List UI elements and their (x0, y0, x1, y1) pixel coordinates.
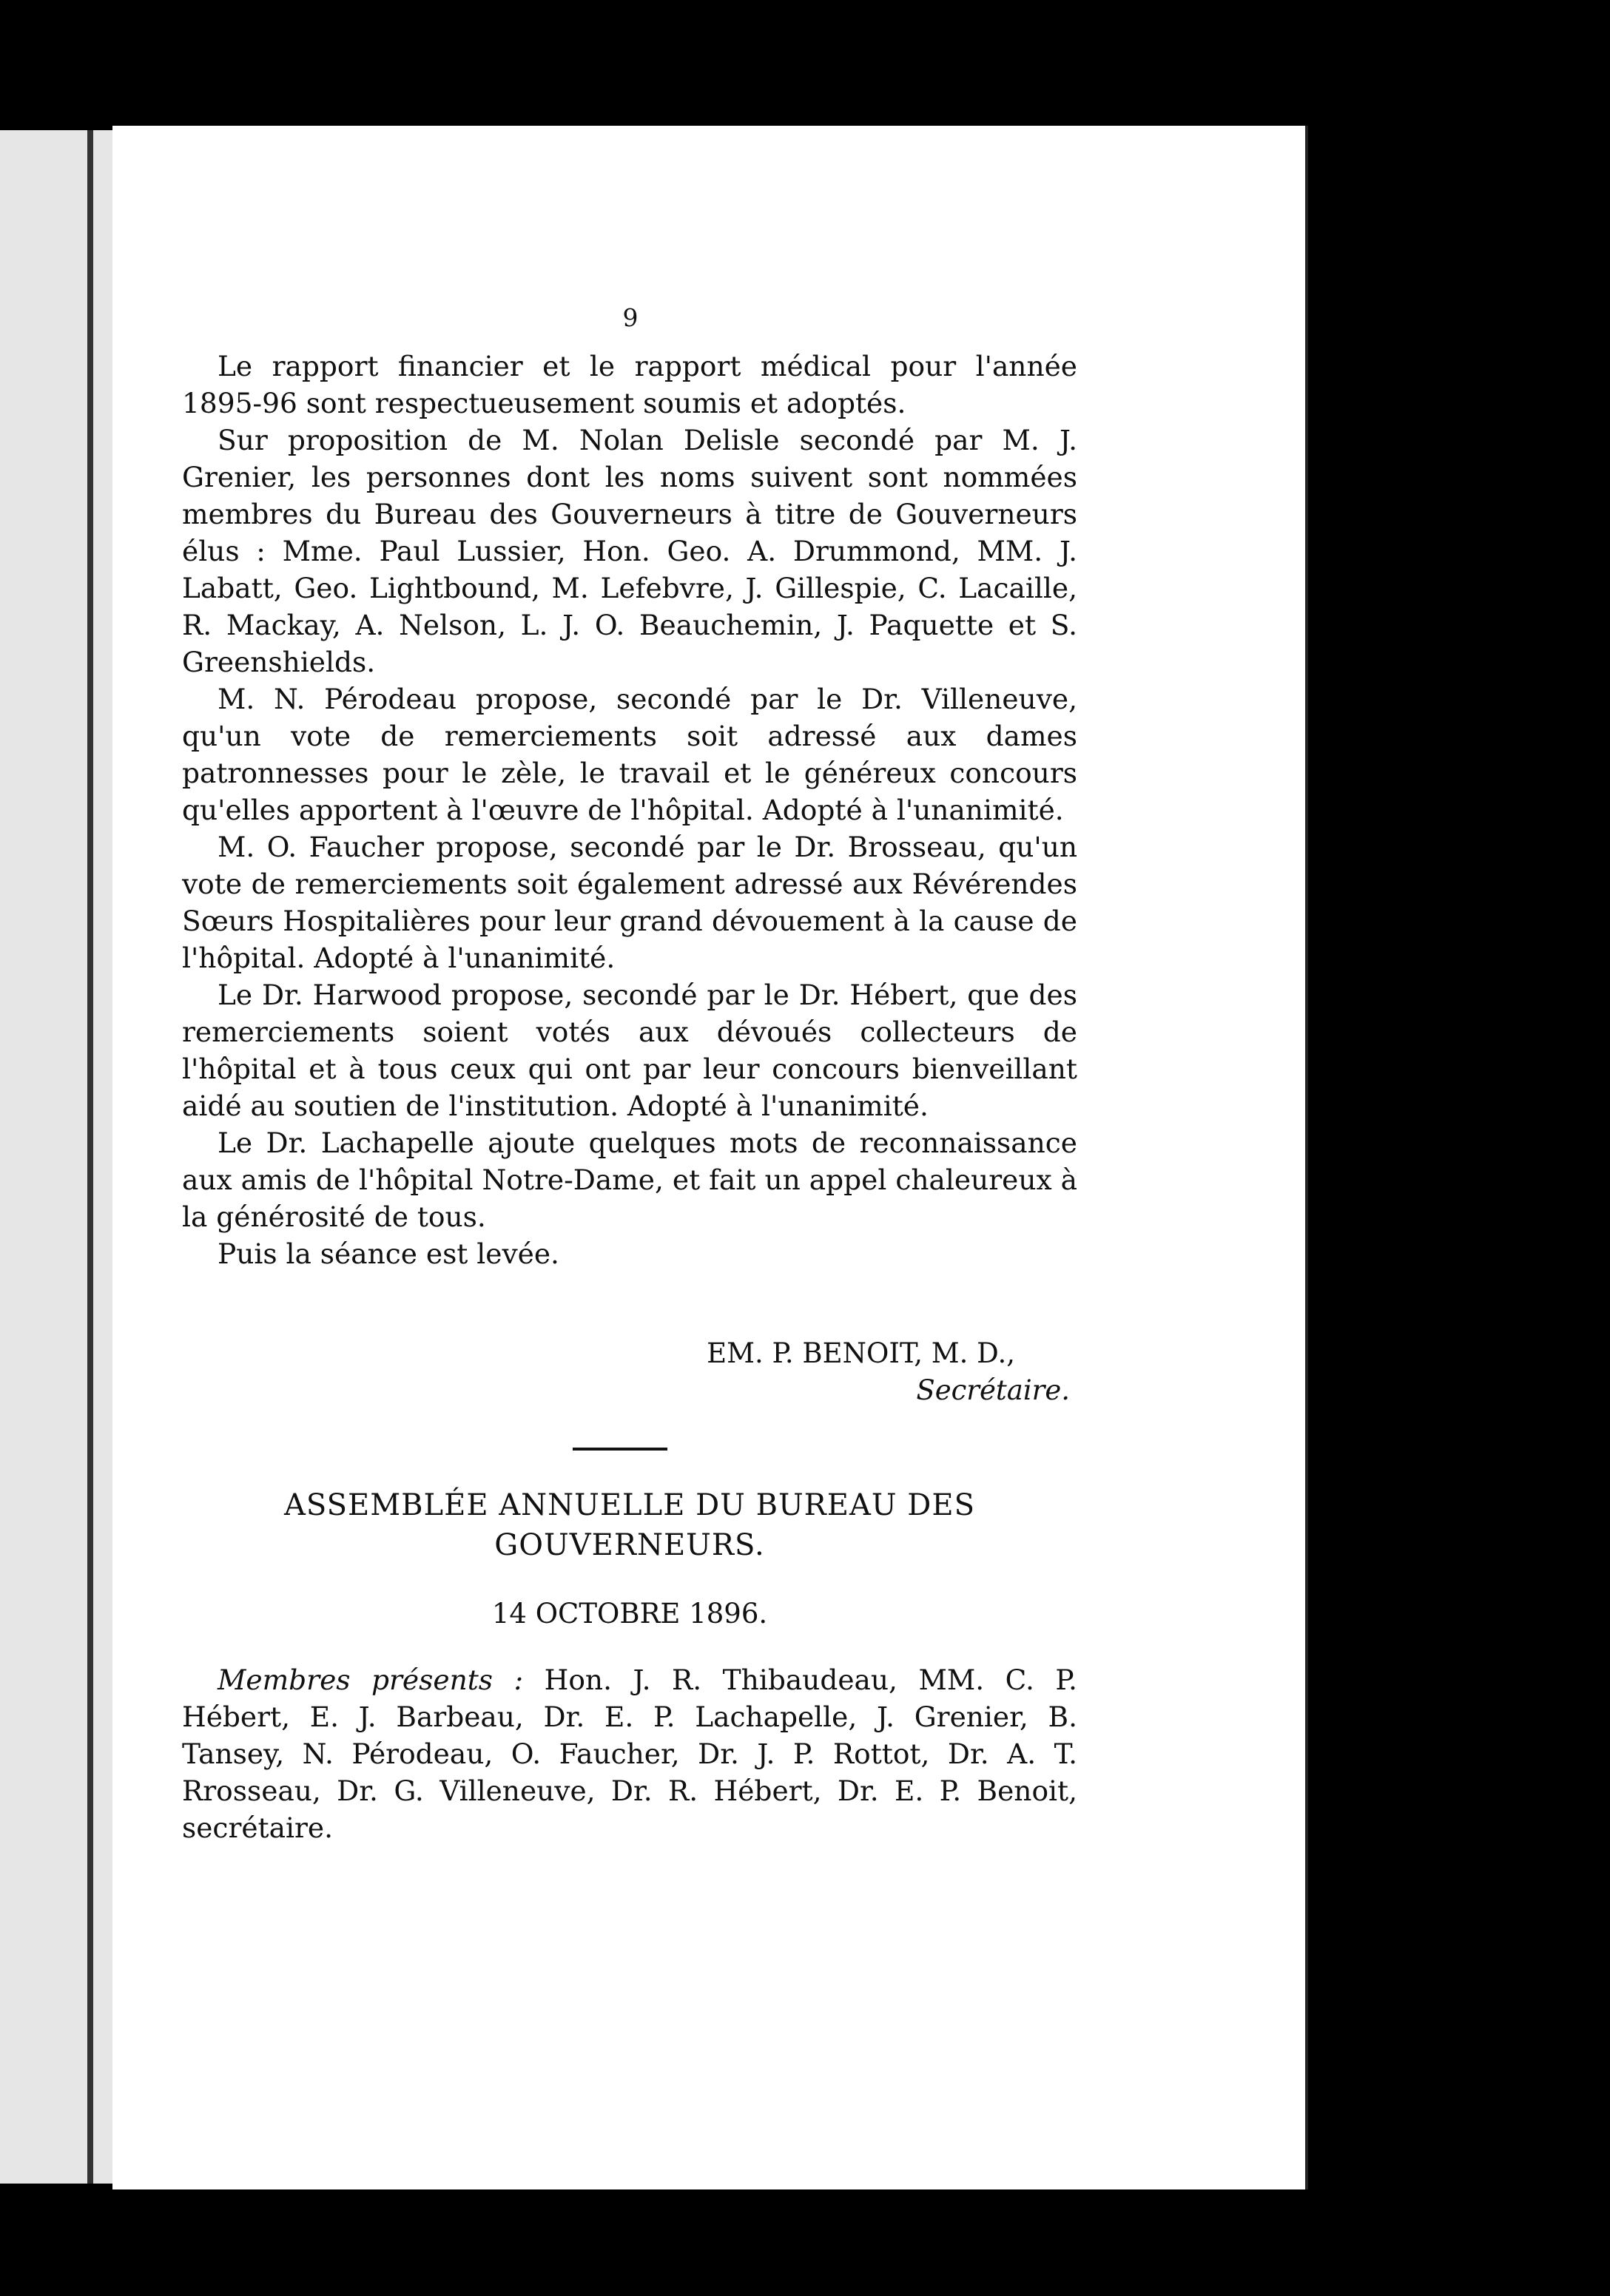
section-divider (573, 1448, 667, 1451)
paragraph-closing: Puis la séance est levée. (218, 1238, 559, 1270)
signature-block (182, 1335, 1077, 1409)
heading-line-2: GOUVERNEURS. (494, 1528, 765, 1562)
paragraph-faucher: M. O. Faucher propose, secondé par le Dr. Brosseau, qu'un vote de remerciements soit également adressé aux Révérendes Sœurs Hospitalières pour leur grand dévouement à la cause de l'hôpital. Adopté à l'unanimité. (182, 831, 1077, 974)
signature-name: EM. P. BENOIT, M. D., (707, 1337, 1015, 1369)
paragraph-report: Le rapport financier et le rapport médical pour l'année 1895-96 sont respectueusement soumis et adoptés. (182, 350, 1077, 419)
document-page (112, 126, 1308, 2189)
paragraph-perodeau: M. N. Pérodeau propose, secondé par le Dr. Villeneuve, qu'un vote de remerciements soit adressé aux dames patronnesses pour le zèle, le travail et le généreux concours qu'elles apportent à l'œuvre de l'hôpital. Adopté à l'unanimité. (182, 683, 1077, 826)
paragraph-governors: Sur proposition de M. Nolan Delisle secondé par M. J. Grenier, les personnes dont les noms suivent sont nommées membres du Bureau des Gouverneurs à titre de Gouverneurs élus : Mme. Paul Lussier, Hon. Geo. A. Drummond, MM. J. Labatt, Geo. Lightbound, M. Lefebvre, J. Gillespie, C. Lacaille, R. Mackay, A. Nelson, L. J. O. Beauchemin, J. Paquette et S. Greenshields. (182, 424, 1077, 678)
facing-page-edge (0, 130, 117, 2184)
members-lead: Membres présents : (218, 1664, 524, 1696)
heading-line-1: ASSEMBLÉE ANNUELLE DU BUREAU DES (284, 1488, 975, 1522)
signature-title: Secrétaire. (916, 1374, 1070, 1406)
section-heading (182, 1485, 1077, 1565)
meeting-date: 14 OCTOBRE 1896. (491, 1598, 768, 1630)
body-text (182, 348, 1077, 1272)
members-present (182, 1661, 1077, 1846)
paragraph-lachapelle: Le Dr. Lachapelle ajoute quelques mots de reconnaissance aux amis de l'hôpital Notre-Dame, et fait un appel chaleureux à la générosité de tous. (182, 1127, 1077, 1233)
members-paragraph (182, 1661, 1077, 1846)
page-number: 9 (622, 303, 639, 332)
paragraph-harwood: Le Dr. Harwood propose, secondé par le Dr. Hébert, que des remerciements soient votés aux dévoués collecteurs de l'hôpital et à tous ceux qui ont par leur concours bienveillant aidé au soutien de l'institution. Adopté à l'unanimité. (182, 979, 1077, 1122)
members-list: Hon. J. R. Thibaudeau, MM. C. P. Hébert, E. J. Barbeau, Dr. E. P. Lachapelle, J. Grenier, B. Tansey, N. Pérodeau, O. Faucher, Dr. J. P. Rottot, Dr. A. T. Rrosseau, Dr. G. Villeneuve, Dr. R. Hébert, Dr. E. P. Benoit, secrétaire. (182, 1664, 1077, 1844)
binding-shadow (87, 130, 93, 2184)
